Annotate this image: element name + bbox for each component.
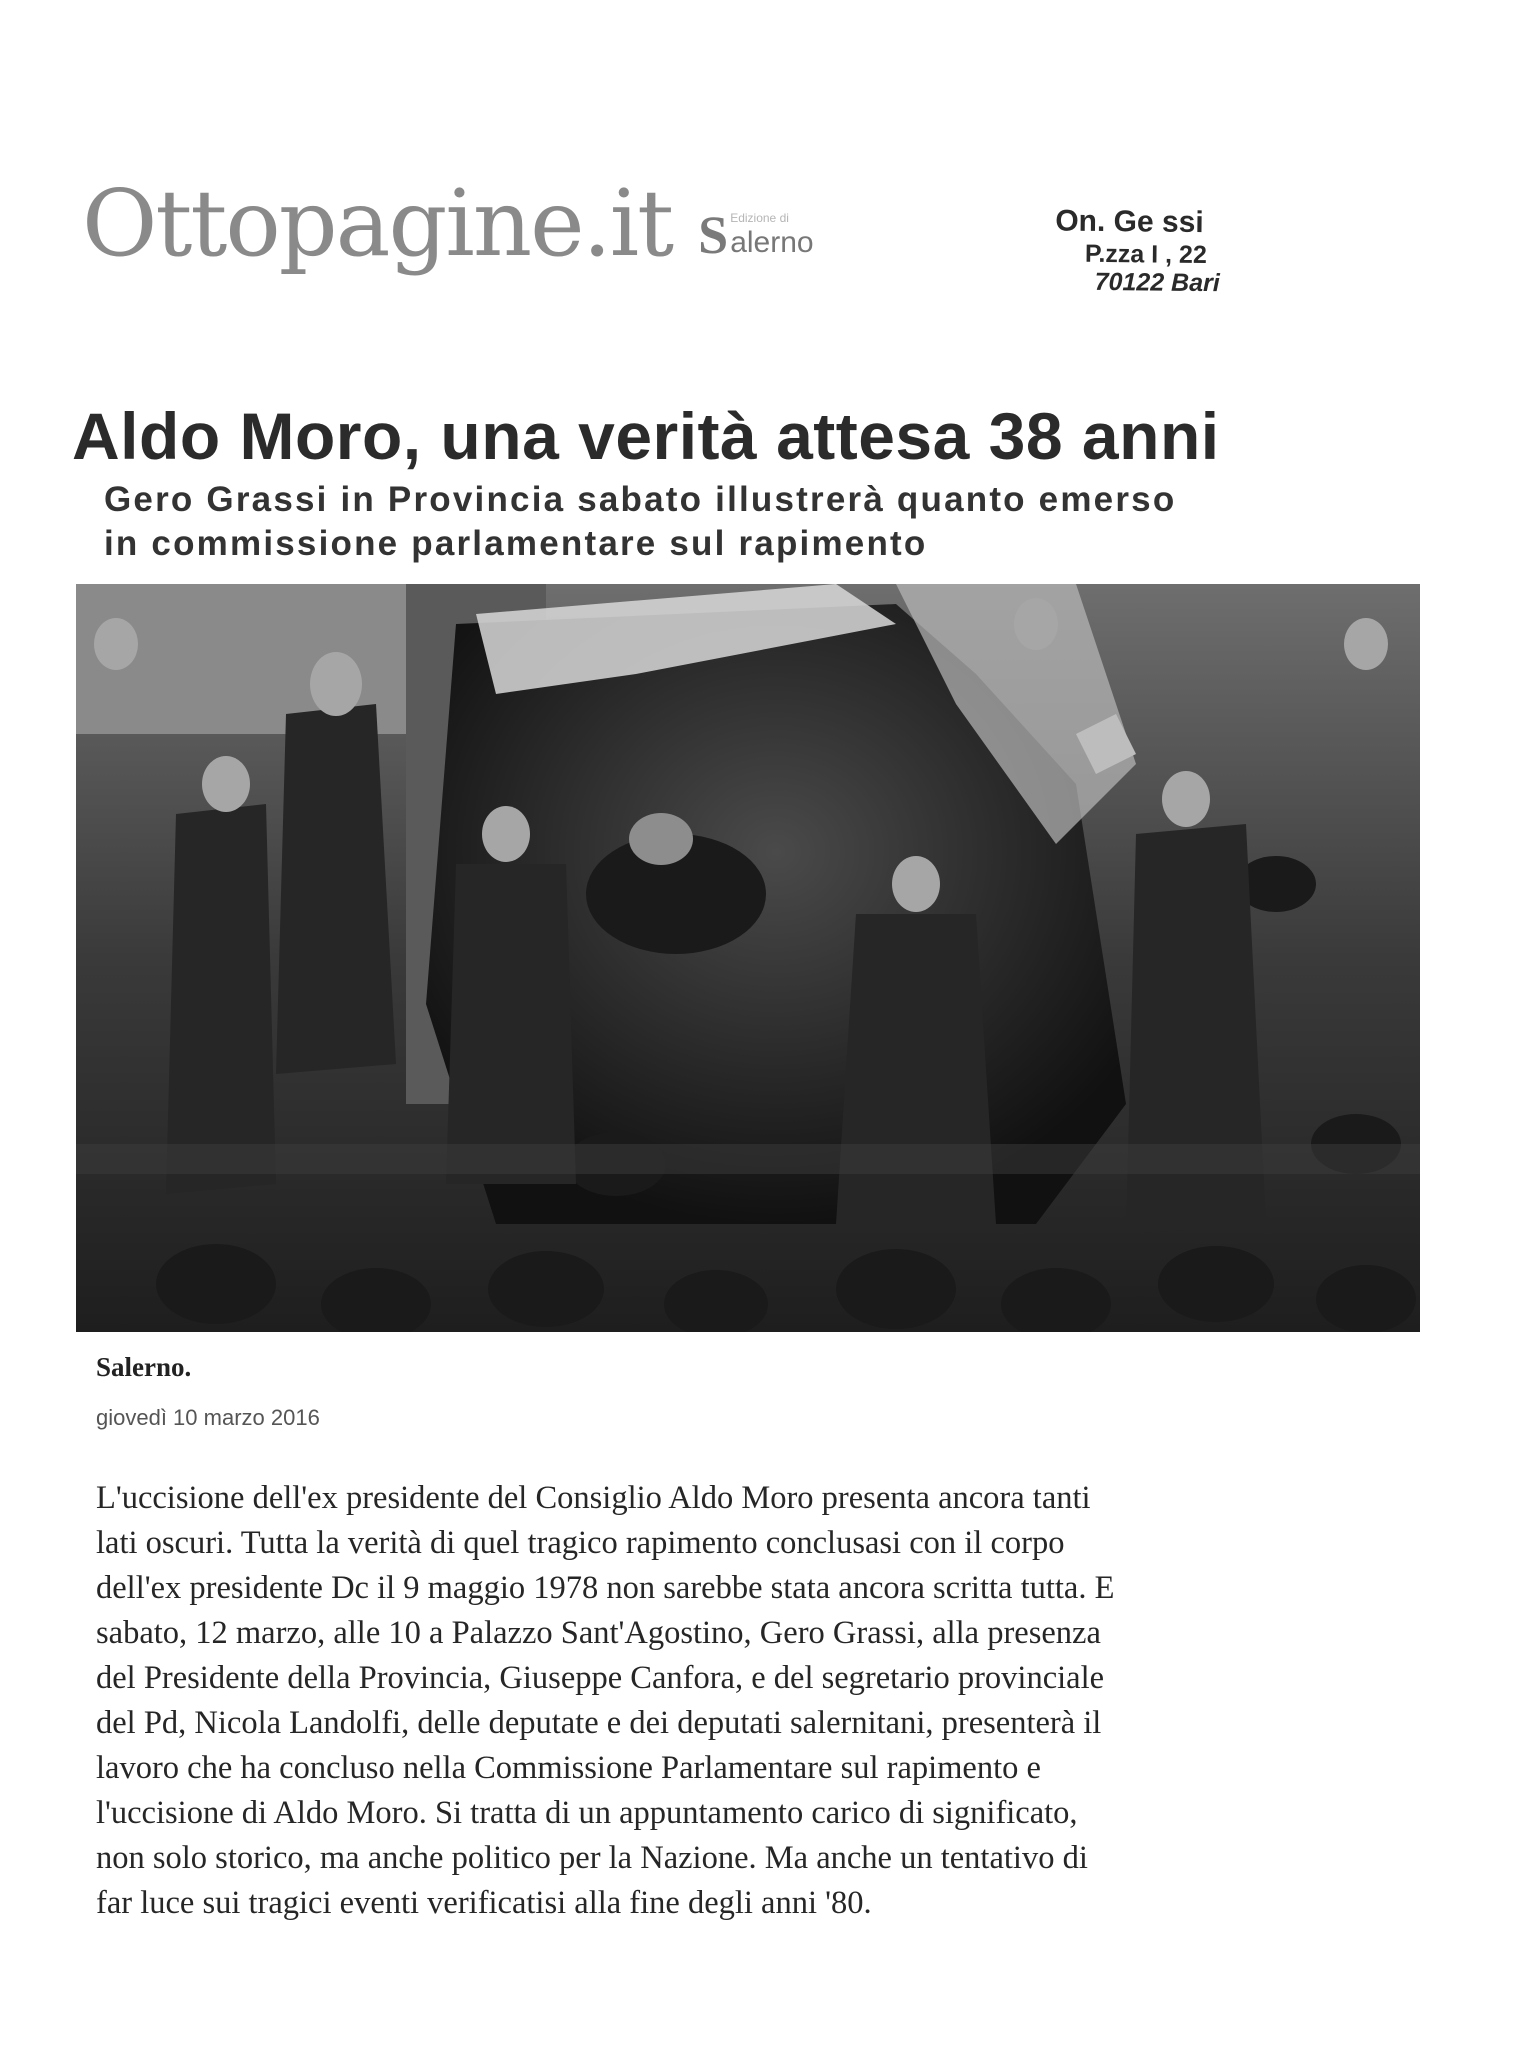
masthead-logo: Ottopagine.it (82, 170, 673, 277)
stamp-line-3: 70122 Bari (1094, 268, 1220, 298)
body-line: del Pd, Nicola Landolfi, delle deputate e dei deputati salernitani, presenterà il (96, 1705, 1102, 1741)
body-line: non solo storico, ma anche politico per la Nazione. Ma anche un tentativo di (96, 1840, 1088, 1876)
edition-name: alerno (730, 226, 814, 259)
article-body (96, 1476, 1356, 1926)
body-line: L'uccisione dell'ex presidente del Consiglio Aldo Moro presenta ancora tanti (96, 1480, 1091, 1516)
stamp-line-1: On. Ge ssi (1055, 204, 1204, 240)
article-headline: Aldo Moro, una verità attesa 38 anni (72, 399, 1220, 473)
stamp-line-2: P.zza I , 22 (1084, 239, 1207, 269)
body-line: dell'ex presidente Dc il 9 maggio 1978 non sarebbe stata ancora scritta tutta. E (96, 1570, 1115, 1606)
publication-date: giovedì 10 marzo 2016 (96, 1405, 320, 1430)
dateline-place: Salerno. (96, 1352, 192, 1382)
body-line: far luce sui tragici eventi verificatisi alla fine degli anni '80. (96, 1885, 872, 1921)
masthead (82, 170, 814, 277)
body-line: l'uccisione di Aldo Moro. Si tratta di un appuntamento carico di significato, (96, 1795, 1078, 1831)
body-line: lavoro che ha concluso nella Commissione Parlamentare sul rapimento e (96, 1750, 1041, 1786)
body-line: del Presidente della Provincia, Giuseppe Canfora, e del segretario provinciale (96, 1660, 1105, 1696)
edition-caption: Edizione di (730, 211, 789, 225)
body-line: lati oscuri. Tutta la verità di quel tragico rapimento conclusasi con il corpo (96, 1525, 1065, 1561)
subheadline-line: in commissione parlamentare sul rapimento (104, 523, 928, 563)
news-photo (76, 584, 1420, 1332)
edition-initial: S (698, 205, 729, 265)
edition-label (698, 205, 814, 265)
body-line: sabato, 12 marzo, alle 10 a Palazzo Sant'Agostino, Gero Grassi, alla presenza (96, 1615, 1101, 1651)
article-subheadline (104, 478, 1344, 566)
address-stamp (1055, 204, 1346, 299)
subheadline-line: Gero Grassi in Provincia sabato illustrerà quanto emerso (104, 480, 1177, 519)
